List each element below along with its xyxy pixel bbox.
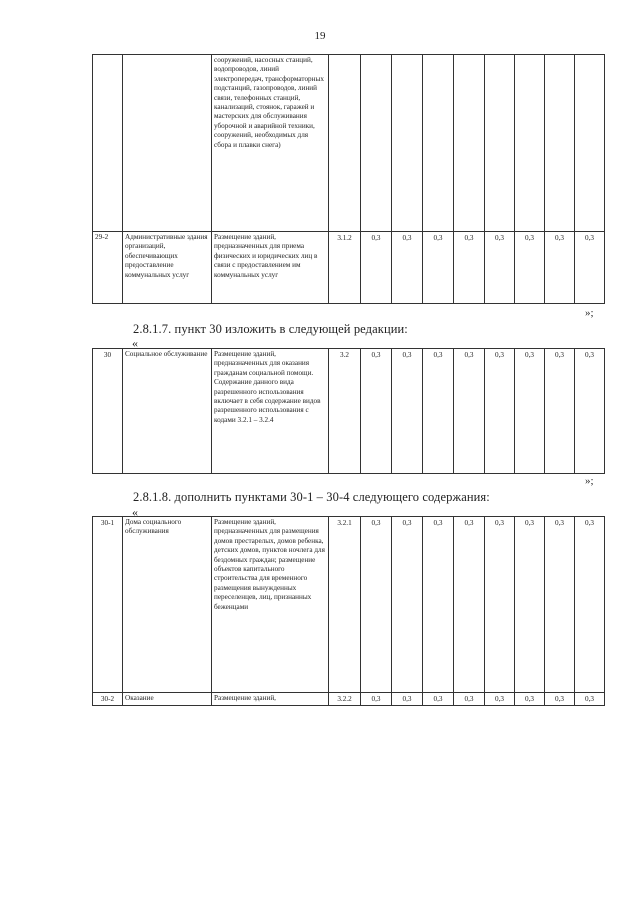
value-cell: 0,3 [575,232,605,304]
table-row [93,55,605,232]
table-cell [515,55,545,232]
value-cell: 0,3 [423,349,454,474]
use-name: Административные здания организаций, обеспечивающих предоставление коммунальных услуг [123,232,212,304]
table-row [93,693,605,706]
row-number: 30-1 [93,517,123,693]
value-cell: 0,3 [545,517,575,693]
opening-quote: « [132,505,138,519]
value-cell: 0,3 [392,232,423,304]
value-cell: 0,3 [423,517,454,693]
value-cell: 0,3 [515,232,545,304]
value-cell: 0,3 [575,693,605,706]
row-number: 30-2 [93,693,123,706]
use-description: Размещение зданий, [212,693,329,706]
value-cell: 0,3 [545,693,575,706]
table-cell [123,55,212,232]
table-row [93,517,605,693]
closing-quote: »; [585,475,594,487]
value-cell: 0,3 [392,349,423,474]
continuation-description: сооружений, насосных станций, водопроводов, линий электропередач, трансформаторных подстанций, газопроводов, линий связи, телефонных станций, канализаций, стоянок, гаражей и мастерских для обслуживания уборочной и аварийной техники, сооружений, необходимых для сбора и плавки снега) [212,55,329,232]
value-cell: 0,3 [392,693,423,706]
table-cell [423,55,454,232]
use-name: Социальное обслуживание [123,349,212,474]
value-cell: 0,3 [392,517,423,693]
value-cell: 0,3 [361,693,392,706]
row-number: 30 [93,349,123,474]
value-cell: 0,3 [575,349,605,474]
use-code: 3.2.1 [329,517,361,693]
section-heading: 2.8.1.7. пункт 30 изложить в следующей редакции: [133,322,408,336]
use-description: Размещение зданий, предназначенных для приема физических и юридических лиц в связи с предоставлением им коммунальных услуг [212,232,329,304]
value-cell: 0,3 [454,693,485,706]
value-cell: 0,3 [485,349,515,474]
use-code: 3.2 [329,349,361,474]
table-row [93,232,605,304]
use-name: Оказание [123,693,212,706]
value-cell: 0,3 [575,517,605,693]
land-use-table-2 [92,348,605,474]
use-code: 3.2.2 [329,693,361,706]
row-number: 29-2 [93,232,123,304]
use-name: Дома социального обслуживания [123,517,212,693]
table-cell [93,55,123,232]
use-description: Размещение зданий, предназначенных для размещения домов престарелых, домов ребенка, детских домов, пунктов ночлега для бездомных граждан; размещение объектов капитального строительства для временного размещения вынужденных переселенцев, лиц, признанных беженцами [212,517,329,693]
value-cell: 0,3 [423,232,454,304]
value-cell: 0,3 [515,349,545,474]
value-cell: 0,3 [361,349,392,474]
section-heading: 2.8.1.8. дополнить пунктами 30-1 – 30-4 следующего содержания: [133,490,490,504]
value-cell: 0,3 [515,693,545,706]
table-cell [392,55,423,232]
table-cell [545,55,575,232]
table-cell [454,55,485,232]
table-cell [329,55,361,232]
value-cell: 0,3 [515,517,545,693]
value-cell: 0,3 [545,349,575,474]
use-code: 3.1.2 [329,232,361,304]
table-cell [485,55,515,232]
value-cell: 0,3 [423,693,454,706]
page-number: 19 [314,30,326,42]
value-cell: 0,3 [485,693,515,706]
table-row [93,349,605,474]
table-cell [575,55,605,232]
value-cell: 0,3 [454,517,485,693]
table-cell [361,55,392,232]
land-use-table-1 [92,54,605,304]
land-use-table-3 [92,516,605,706]
value-cell: 0,3 [545,232,575,304]
closing-quote: »; [585,307,594,319]
value-cell: 0,3 [361,517,392,693]
value-cell: 0,3 [454,349,485,474]
opening-quote: « [132,336,138,350]
value-cell: 0,3 [454,232,485,304]
use-description: Размещение зданий, предназначенных для оказания гражданам социальной помощи. Содержание данного вида разрешенного использования включает в себя содержание видов разрешенного использования с кодами 3.2.1 – 3.2.4 [212,349,329,474]
value-cell: 0,3 [361,232,392,304]
value-cell: 0,3 [485,517,515,693]
value-cell: 0,3 [485,232,515,304]
